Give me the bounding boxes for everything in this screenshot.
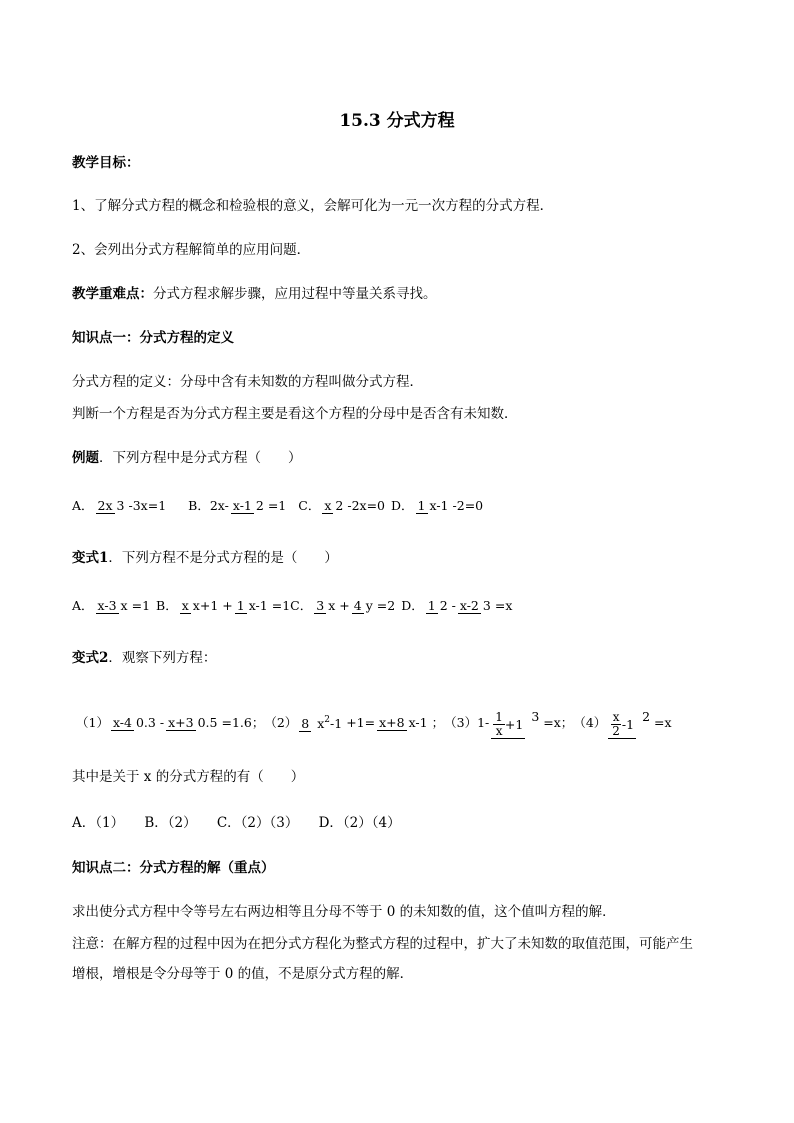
denominator: x xyxy=(328,598,336,613)
numerator: 4 xyxy=(353,598,362,613)
difficulty-label: 教学重难点： xyxy=(72,286,153,302)
numerator: x+8 xyxy=(379,715,405,730)
equation-1-fraction-2 xyxy=(166,713,219,733)
equation-1-fraction-1 xyxy=(111,713,158,733)
denominator: 3 xyxy=(531,709,540,724)
denominator: 2 xyxy=(439,598,448,613)
denominator: 0.3 xyxy=(135,715,156,730)
kp2-definition: 求出使分式方程中令等号左右两边相等且分母不等于 0 的未知数的值，这个值叫方程的解． xyxy=(72,904,616,920)
equation-2-label: （2） xyxy=(264,715,298,730)
numerator: x+3 xyxy=(168,715,194,730)
equation-1-tail: =1.6； xyxy=(221,715,265,730)
option-a-fraction xyxy=(96,496,127,516)
denominator: x-1 xyxy=(248,598,268,613)
numerator: x xyxy=(324,498,332,513)
equation-1-label: （1） xyxy=(76,715,109,730)
option-d-fraction-1 xyxy=(426,596,450,616)
inner-denominator: x xyxy=(495,724,503,738)
example-line xyxy=(72,448,302,468)
equation-1-operator: - xyxy=(159,715,165,730)
option-a-tail: =1 xyxy=(131,598,151,613)
denominator: x-1 xyxy=(429,498,449,513)
inner-denominator: 2 xyxy=(612,724,620,738)
numerator xyxy=(491,711,525,739)
kp1-definition: 分式方程的定义：分母中含有未知数的方程叫做分式方程． xyxy=(72,374,423,390)
numerator: 1 xyxy=(236,598,245,613)
denominator xyxy=(315,716,344,731)
inner-tail: -1 xyxy=(621,717,635,732)
inner-tail: +1 xyxy=(504,717,524,732)
denominator: 3 xyxy=(116,498,125,513)
numerator: x xyxy=(181,598,189,613)
denominator: 2 xyxy=(642,709,651,724)
kp2-note-2: 增根，增根是令分母等于 0 的值，不是原分式方程的解． xyxy=(72,966,414,982)
denominator: 0.5 xyxy=(197,715,218,730)
example-text: ．下列方程中是分式方程（ ） xyxy=(99,450,302,466)
option-c-fraction xyxy=(322,496,345,516)
denominator: 2 xyxy=(335,498,344,513)
option-b-label: B． xyxy=(188,498,210,513)
option-b-tail: =1 xyxy=(267,498,287,513)
option-b-operator: + xyxy=(222,598,233,613)
var2-equations xyxy=(76,688,672,758)
numerator: 8 xyxy=(301,715,310,731)
option-c-label: C． xyxy=(290,598,313,613)
option-d-tail: -2=0 xyxy=(452,498,484,513)
numerator: 2x xyxy=(97,498,113,513)
example-label: 例题 xyxy=(72,450,99,466)
numerator: x-4 xyxy=(112,715,132,730)
option-b-fraction xyxy=(231,496,266,516)
option-c-tail: =2 xyxy=(376,598,396,613)
base: x xyxy=(317,715,325,731)
numerator xyxy=(608,711,636,739)
equation-2-tail: ； xyxy=(431,715,445,730)
equation-4-tail: =x xyxy=(654,715,672,730)
numerator: x-1 xyxy=(232,498,252,513)
equation-3-head: 1- xyxy=(477,715,490,730)
equation-2-fraction-2 xyxy=(377,713,430,733)
denominator: 2 xyxy=(255,498,264,513)
difficulty-text: 分式方程求解步骤，应用过程中等量关系寻找。 xyxy=(153,286,437,302)
inner-fraction xyxy=(493,711,505,738)
difficulty-line xyxy=(72,284,437,304)
option-d-tail: =x xyxy=(494,598,513,613)
option-d-label: D． xyxy=(391,498,414,513)
option-a-label: A． xyxy=(72,498,94,513)
numerator: 1 xyxy=(417,498,426,513)
inner-numerator: 1 xyxy=(495,710,503,724)
option-d-fraction-2 xyxy=(458,596,493,616)
example-options xyxy=(72,490,483,522)
inner-fraction xyxy=(610,711,622,738)
var1-text: ．下列方程不是分式方程的是（ ） xyxy=(108,550,338,566)
option-b-label: B． xyxy=(156,598,178,613)
inner-numerator: x xyxy=(612,710,620,724)
option-a-fraction xyxy=(96,596,130,616)
option-b-fraction-1 xyxy=(180,596,221,616)
numerator: 1 xyxy=(427,598,436,613)
var1-options xyxy=(72,590,512,622)
option-d-label: D． xyxy=(401,598,424,613)
denominator: y xyxy=(365,598,373,613)
var2-line xyxy=(72,648,216,668)
kp2-note-1: 注意：在解方程的过程中因为在把分式方程化为整式方程的过程中，扩大了未知数的取值范围，可能产生 xyxy=(72,936,693,952)
option-d-operator: - xyxy=(451,598,456,613)
kp2-heading: 知识点二：分式方程的解（重点） xyxy=(72,860,275,876)
tail: -1 xyxy=(330,715,343,731)
numerator: 3 xyxy=(316,598,325,613)
option-c-fraction-1 xyxy=(314,596,337,616)
denominator: x+1 xyxy=(192,598,219,613)
equation-2-fraction-1 xyxy=(299,713,344,734)
option-c-fraction-2 xyxy=(352,596,375,616)
equation-3-complex-fraction xyxy=(491,707,541,739)
denominator: 3 xyxy=(482,598,491,613)
option-a-label: A． xyxy=(72,598,94,613)
var2-question: 其中是关于 x 的分式方程的有（ ） xyxy=(72,769,305,785)
var2-label: 变式2 xyxy=(72,650,109,666)
option-b-head: 2x- xyxy=(209,498,229,513)
numerator: x-3 xyxy=(97,598,117,613)
denominator: x xyxy=(120,598,128,613)
denominator: x-1 xyxy=(408,715,428,730)
page-title: 15.3 分式方程 xyxy=(339,111,455,131)
equation-2-operator: +1= xyxy=(346,715,376,730)
option-b-tail: =1 xyxy=(271,598,291,613)
kp1-judge: 判断一个方程是否为分式方程主要是看这个方程的分母中是否含有未知数． xyxy=(72,406,518,422)
kp1-heading: 知识点一：分式方程的定义 xyxy=(72,330,234,346)
option-b-fraction-2 xyxy=(235,596,270,616)
equation-4-complex-fraction xyxy=(608,707,652,739)
option-d-fraction xyxy=(416,496,451,516)
option-a-tail: -3x=1 xyxy=(128,498,167,513)
var1-label: 变式1 xyxy=(72,550,109,566)
option-c-label: C． xyxy=(298,498,321,513)
exponent: 2 xyxy=(324,714,331,725)
goal-1: 1、了解分式方程的概念和检验根的意义，会解可化为一元一次方程的分式方程． xyxy=(72,198,554,214)
option-c-tail: -2x=0 xyxy=(347,498,386,513)
goals-heading: 教学目标： xyxy=(72,155,140,171)
goal-2: 2、会列出分式方程解简单的应用问题． xyxy=(72,242,311,258)
option-c-operator: + xyxy=(339,598,350,613)
equation-4-label: （4） xyxy=(573,715,607,730)
var1-line xyxy=(72,548,338,568)
var2-options: A．（1） B．（2） C．（2）（3） D．（2）（4） xyxy=(72,815,401,831)
numerator: x-2 xyxy=(459,598,479,613)
var2-text: ．观察下列方程： xyxy=(108,650,217,666)
equation-3-tail: =x； xyxy=(543,715,574,730)
equation-3-label: （3） xyxy=(444,715,478,730)
